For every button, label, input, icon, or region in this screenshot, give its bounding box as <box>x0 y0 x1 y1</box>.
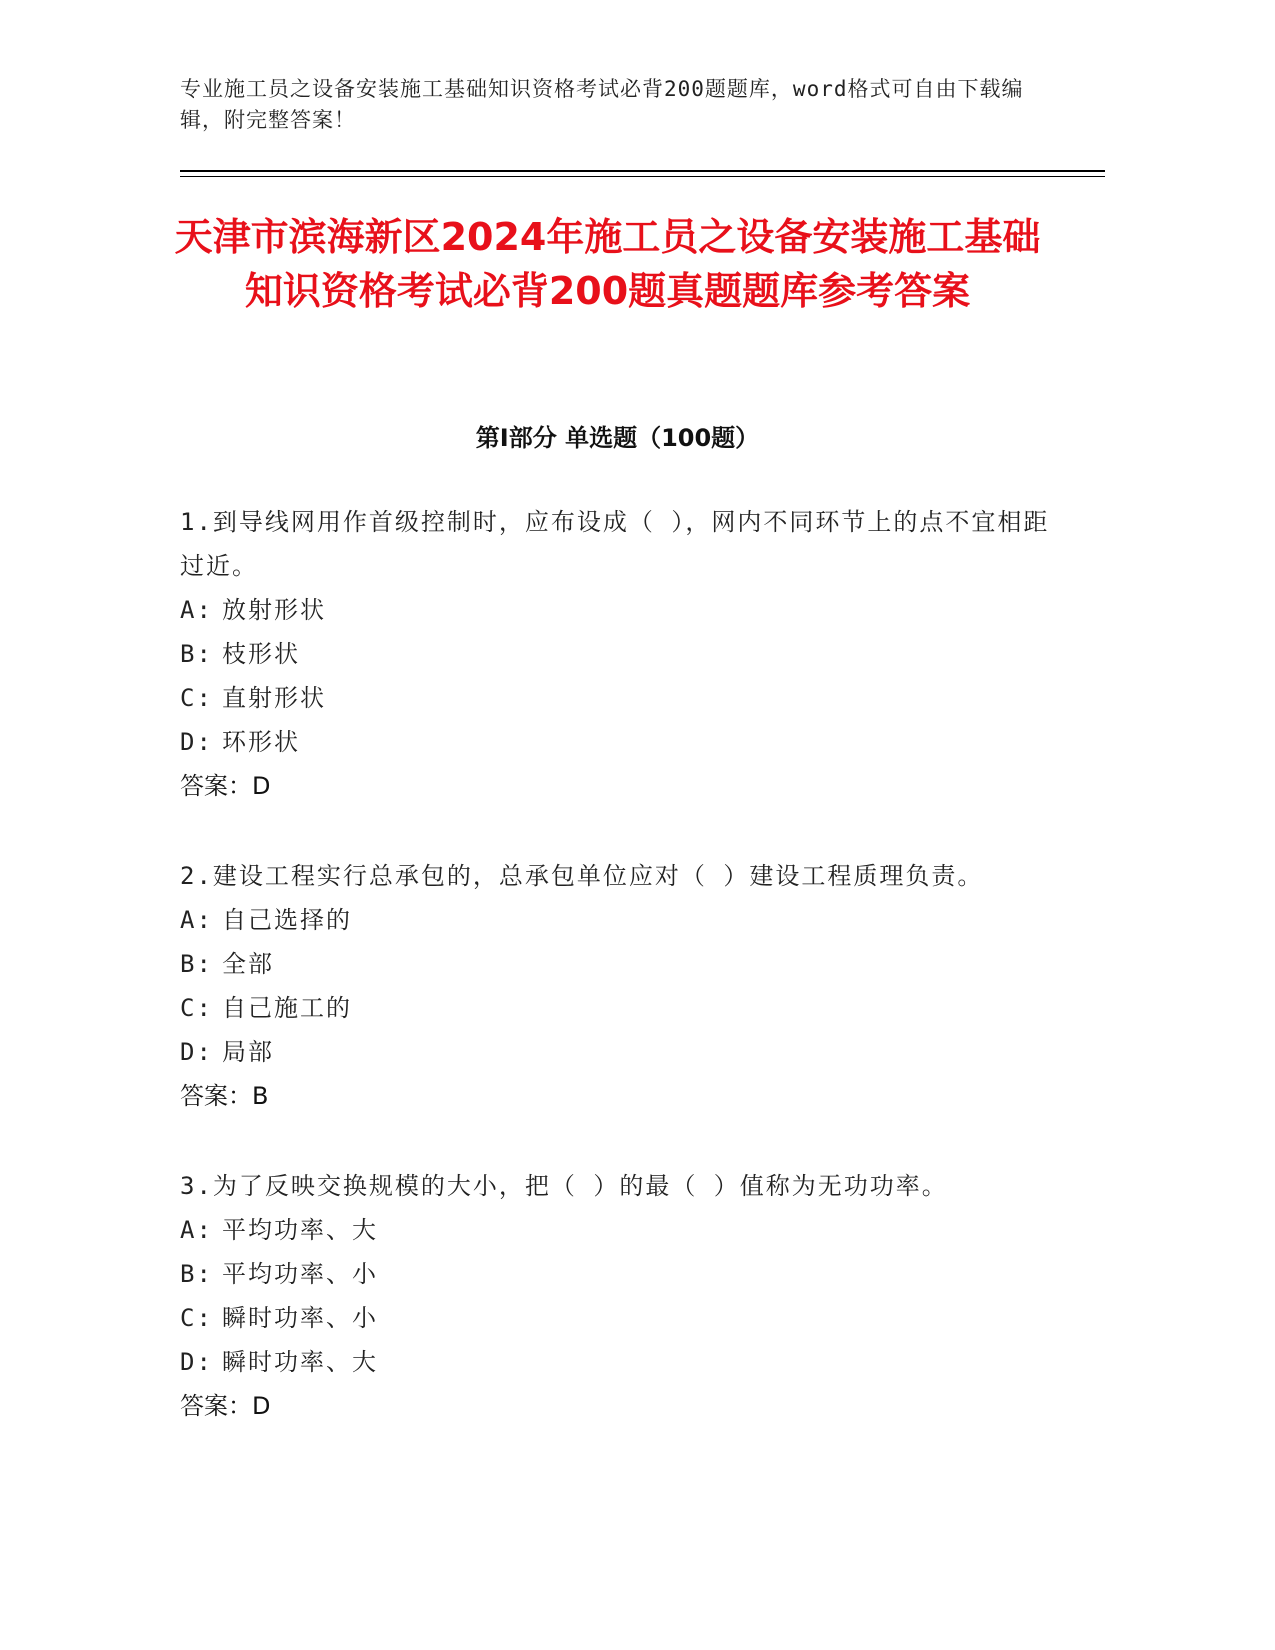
answer-line: 答案：B <box>180 1082 269 1110</box>
option-a <box>180 898 1050 942</box>
option-text: 瞬时功率、小 <box>222 1304 378 1332</box>
option-text: 局部 <box>222 1038 274 1066</box>
question-1 <box>180 500 1050 808</box>
question-3 <box>180 1164 1050 1428</box>
option-d <box>180 720 1050 764</box>
document-title: 天津市滨海新区2024年施工员之设备安装施工基础知识资格考试必背200题真题题库参考答案 <box>174 215 1041 313</box>
question-2 <box>180 854 1050 1118</box>
option-text: 环形状 <box>222 728 300 756</box>
section-title: 第Ⅰ部分 单选题（100题） <box>475 424 760 452</box>
option-c <box>180 986 1050 1030</box>
answer-line: 答案：D <box>180 1392 271 1420</box>
option-letter: D: <box>180 1038 213 1066</box>
question-stem: 2.建设工程实行总承包的，总承包单位应对（ ）建设工程质理负责。 <box>180 862 984 890</box>
option-text: 自己施工的 <box>222 994 352 1022</box>
option-d <box>180 1340 1050 1384</box>
option-c <box>180 1296 1050 1340</box>
answer-line: 答案：D <box>180 772 271 800</box>
option-letter: A: <box>180 1216 213 1244</box>
option-letter: B: <box>180 950 213 978</box>
option-b <box>180 942 1050 986</box>
option-b <box>180 632 1050 676</box>
question-stem: 3.为了反映交换规模的大小，把（ ）的最（ ）值称为无功功率。 <box>180 1172 948 1200</box>
option-text: 瞬时功率、大 <box>222 1348 378 1376</box>
option-text: 直射形状 <box>222 684 326 712</box>
option-c <box>180 676 1050 720</box>
header-note: 专业施工员之设备安装施工基础知识资格考试必背200题题库，word格式可自由下载编辑，附完整答案！ <box>180 77 1024 132</box>
option-letter: A: <box>180 906 213 934</box>
option-a <box>180 1208 1050 1252</box>
option-text: 平均功率、小 <box>222 1260 378 1288</box>
option-text: 枝形状 <box>222 640 300 668</box>
question-list <box>180 500 1050 1474</box>
option-a <box>180 588 1050 632</box>
option-d <box>180 1030 1050 1074</box>
header-divider-thick <box>180 170 1105 172</box>
question-stem: 1.到导线网用作首级控制时，应布设成（ ），网内不同环节上的点不宜相距过近。 <box>180 508 1050 580</box>
option-letter: C: <box>180 1304 213 1332</box>
option-text: 平均功率、大 <box>222 1216 378 1244</box>
option-text: 放射形状 <box>222 596 326 624</box>
option-letter: B: <box>180 1260 213 1288</box>
option-letter: D: <box>180 728 213 756</box>
header-divider-thin <box>180 176 1105 177</box>
option-letter: D: <box>180 1348 213 1376</box>
option-letter: B: <box>180 640 213 668</box>
option-letter: C: <box>180 994 213 1022</box>
option-letter: C: <box>180 684 213 712</box>
option-text: 自己选择的 <box>222 906 352 934</box>
option-b <box>180 1252 1050 1296</box>
option-letter: A: <box>180 596 213 624</box>
option-text: 全部 <box>222 950 274 978</box>
